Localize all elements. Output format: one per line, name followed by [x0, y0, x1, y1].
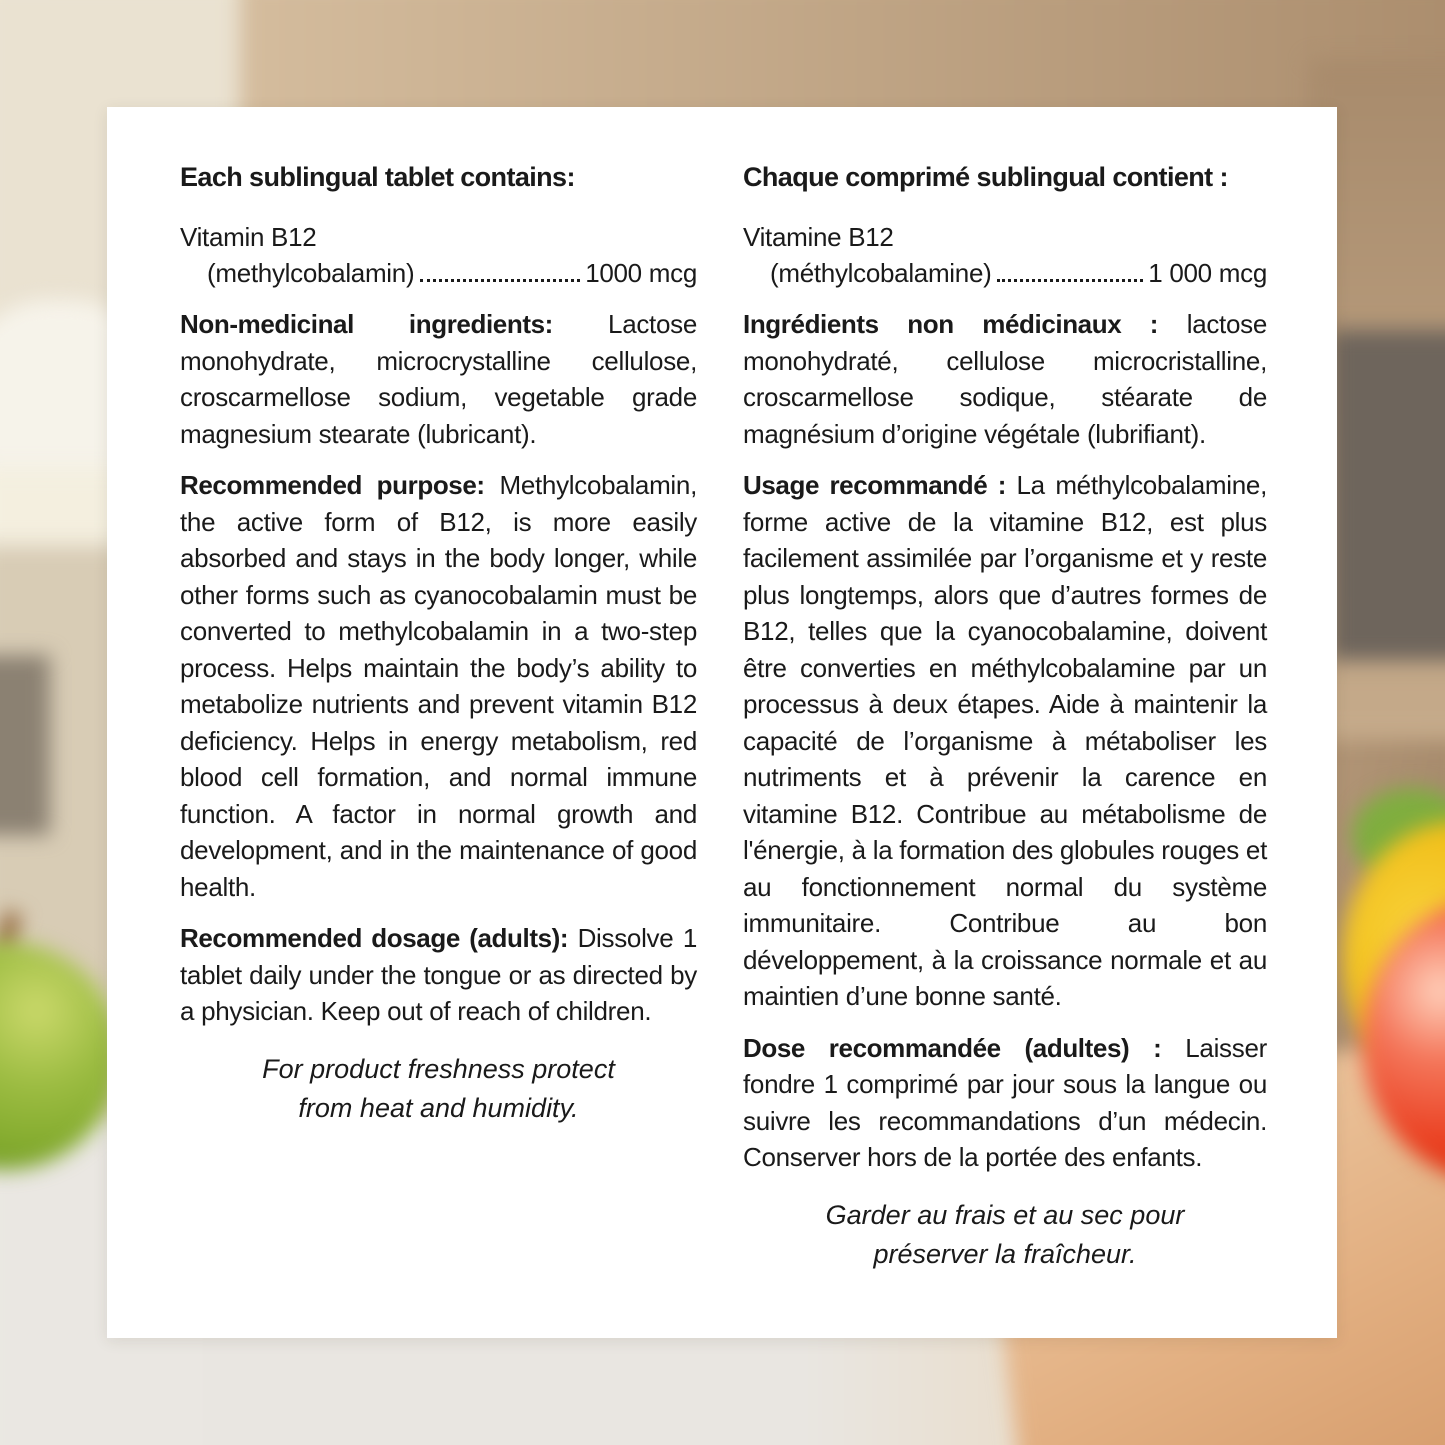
english-column: [180, 162, 697, 1274]
section-text: lactose monohydraté, cellulose microcristalline, croscarmellose sodique, stéarate de magnésium d’origine végétale (lubrifiant).: [743, 309, 1267, 449]
vitamin-name: Vitamin B12: [180, 222, 317, 252]
section-title: Dose recommandée (adultes) :: [743, 1032, 1162, 1063]
section-paragraph: [180, 306, 697, 452]
note-line: from heat and humidity.: [298, 1092, 579, 1123]
dotted-leader: [997, 279, 1143, 282]
freshness-note: [180, 1050, 697, 1128]
section-paragraph: [743, 306, 1267, 452]
section-title: Ingrédients non médicinaux :: [743, 309, 1159, 339]
section-text: Methylcobalamin, the active form of B12, is more easily absorbed and stays in the body longer, while other forms such as cyanocobalamin must be converted to methylcobalamin in a two-step process. Helps maintain the body’s ability to metabolize nutrients and prevent vitamin B12 deficiency. Helps in energy metabolism, red blood cell formation, and normal immune function. A factor in normal growth and development, and in the maintenance of good health.: [180, 470, 697, 902]
dotted-leader: [420, 279, 580, 282]
vitamin-form: (methylcobalamin): [207, 258, 415, 288]
appliance-blur: [1330, 330, 1445, 660]
section-text: La méthylcobalamine, forme active de la vitamine B12, est plus facilement assimilée par l’organisme et y reste plus longtemps, alors que d’autres formes de B12, telles que la cyanocobalamine, doivent être converties en méthylcobalamine par un processus à deux étapes. Aide à maintenir la capacité de l’organisme à métaboliser les nutriments et à prévenir la carence en vitamine B12. Contribue au métabolisme de l'énergie, à la formation des globules rouges et au fonctionnement normal du système immunitaire. Contribue au bon développement, à la croissance normale et au maintien d’une bonne santé.: [743, 470, 1267, 1011]
vitamin-row: [743, 255, 1267, 291]
section-paragraph: [180, 920, 697, 1030]
section-title: Recommended dosage (adults):: [180, 923, 569, 953]
section-title: Usage recommandé :: [743, 470, 1006, 500]
section-title: Recommended purpose:: [180, 470, 485, 500]
vitamin-amount: 1000 mcg: [585, 258, 697, 288]
vitamin-form: (méthylcobalamine): [770, 258, 992, 288]
note-line: Garder au frais et au sec pour: [825, 1199, 1185, 1230]
section-text: Dissolve 1 tablet daily under the tongue or as directed by a physician. Keep out of reach of children.: [180, 923, 697, 1026]
section-title: Non-medicinal ingredients:: [180, 309, 553, 339]
freshness-note: [743, 1196, 1267, 1274]
vitamin-amount: 1 000 mcg: [1148, 258, 1267, 288]
section-paragraph: [743, 1030, 1267, 1176]
section-text: Laisser fondre 1 comprimé par jour sous la langue ou suivre les recommandations d’un médecin. Conserver hors de la portée des enfants.: [743, 1032, 1267, 1172]
label-card: [107, 107, 1337, 1338]
vitamin-row: [180, 255, 697, 291]
vitamin-name: Vitamine B12: [743, 222, 894, 252]
french-heading: Chaque comprimé sublingual contient :: [743, 162, 1228, 192]
french-column: [743, 162, 1267, 1274]
section-paragraph: [743, 467, 1267, 1015]
section-text: Lactose monohydrate, microcrystalline cellulose, croscarmellose sodium, vegetable grade magnesium stearate (lubricant).: [180, 309, 697, 449]
english-heading: Each sublingual tablet contains:: [180, 162, 575, 192]
utensil-blur: [0, 655, 50, 835]
note-line: préserver la fraîcheur.: [873, 1238, 1137, 1269]
section-paragraph: [180, 467, 697, 905]
note-line: For product freshness protect: [262, 1053, 615, 1084]
